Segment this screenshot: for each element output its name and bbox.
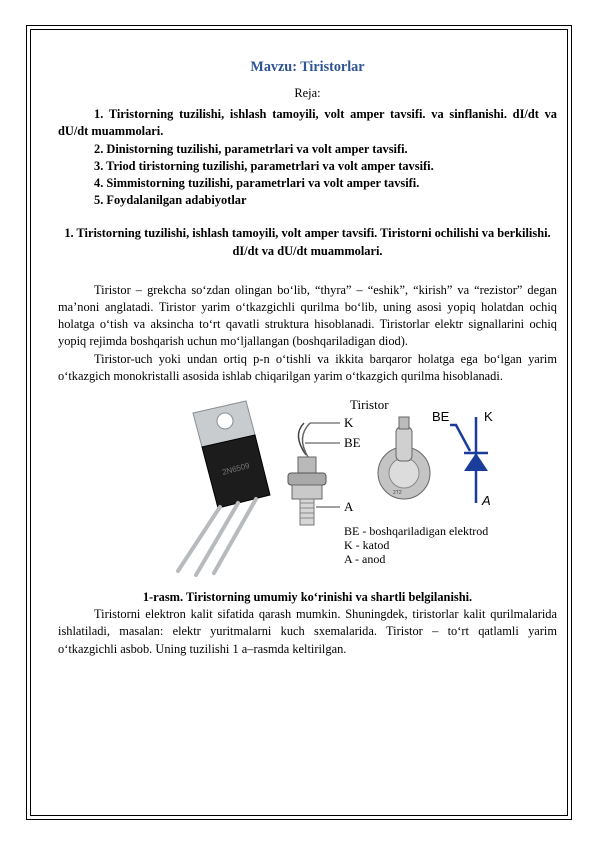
label-a: A: [344, 499, 354, 515]
paragraph: Tiristorni elektron kalit sifatida qarash mumkin. Shuningdek, tiristorlar kalit qurilmalarida ishlatiladi, masalan: elektr yuritmalarni kuch sxemalarida. Tiristor – to‘rt qatlamli yarim o‘tkazgichli asbob. Uning tuzilishi 1 a–rasmda keltirilgan.: [58, 607, 557, 656]
label-k: K: [344, 415, 354, 431]
plan-item: 4. Simmistorning tuzilishi, parametrlari va volt amper tavsifi.: [94, 176, 420, 191]
document-body: [58, 58, 557, 658]
symbol-be-label: BE: [432, 409, 450, 425]
thyristor-illustration: [58, 395, 557, 585]
plan-item: 5. Foydalanilgan adabiyotlar: [94, 193, 247, 208]
label-tiristor: Tiristor: [350, 397, 389, 413]
plan-item: 3. Triod tiristorning tuzilishi, parametrlari va volt amper tavsifi.: [94, 158, 434, 173]
label-be: BE: [344, 435, 361, 451]
package-marking: 2N6509: [221, 461, 251, 477]
legend-line: A - anod: [344, 552, 386, 567]
symbol-a-label: A: [482, 493, 491, 509]
legend-line: BE - boshqariladigan elektrod: [344, 524, 489, 539]
paragraph: Tiristor – grekcha so‘zdan olingan bo‘lib, “thyra” – “eshik”, “kirish” va “rezistor” degan ma’noni anglatadi. Tiristor yarim o‘tkazgichli qurilma bo‘lib, uning asosi yopiq holatdan ochiq holatga o‘tish va aksincha to‘rt qavatli struktura hisoblanadi. Tiristorlar elektr signallarini ochiq yopiq rejimda boshqarish uchun mo‘ljallangan (boshqariladigan diod).: [58, 282, 557, 349]
plan-heading: Reja:: [294, 86, 321, 100]
plan-item: 1. Tiristorning tuzilishi, ishlash tamoyili, volt amper tavsifi. va sinflanishi. dI/dt va dU/dt muammolari.: [58, 107, 557, 139]
section-heading: 1. Tiristorning tuzilishi, ishlash tamoyili, volt amper tavsifi. Tiristorni ochilishi va berkilishi. dI/dt va dU/dt muammolari.: [64, 226, 551, 258]
document-title: Mavzu: Tiristorlar: [250, 59, 365, 75]
paragraph: Tiristor-uch yoki undan ortiq p-n o‘tishli va ikkita barqaror holatga ega bo‘lgan yarim o‘tkazgich monokristalli asosida ishlab chiqarilgan yarim o‘tkazgich qurilma hisoblanadi.: [58, 351, 557, 383]
legend-line: K - katod: [344, 538, 390, 553]
symbol-k-label: K: [484, 409, 493, 425]
plan-list: [58, 106, 557, 209]
can-thyristor-image: [378, 417, 430, 499]
plan-item: 2. Dinistorning tuzilishi, parametrlari va volt amper tavsifi.: [94, 141, 408, 156]
stud-thyristor-image: [288, 423, 326, 525]
figure-caption: 1-rasm. Tiristorning umumiy ko‘rinishi va shartli belgilanishi.: [142, 590, 473, 605]
to220-package-image: [178, 401, 270, 575]
thyristor-figure: [58, 395, 557, 585]
thyristor-symbol: [450, 417, 488, 503]
svg-text:2T2: 2T2: [393, 490, 402, 497]
